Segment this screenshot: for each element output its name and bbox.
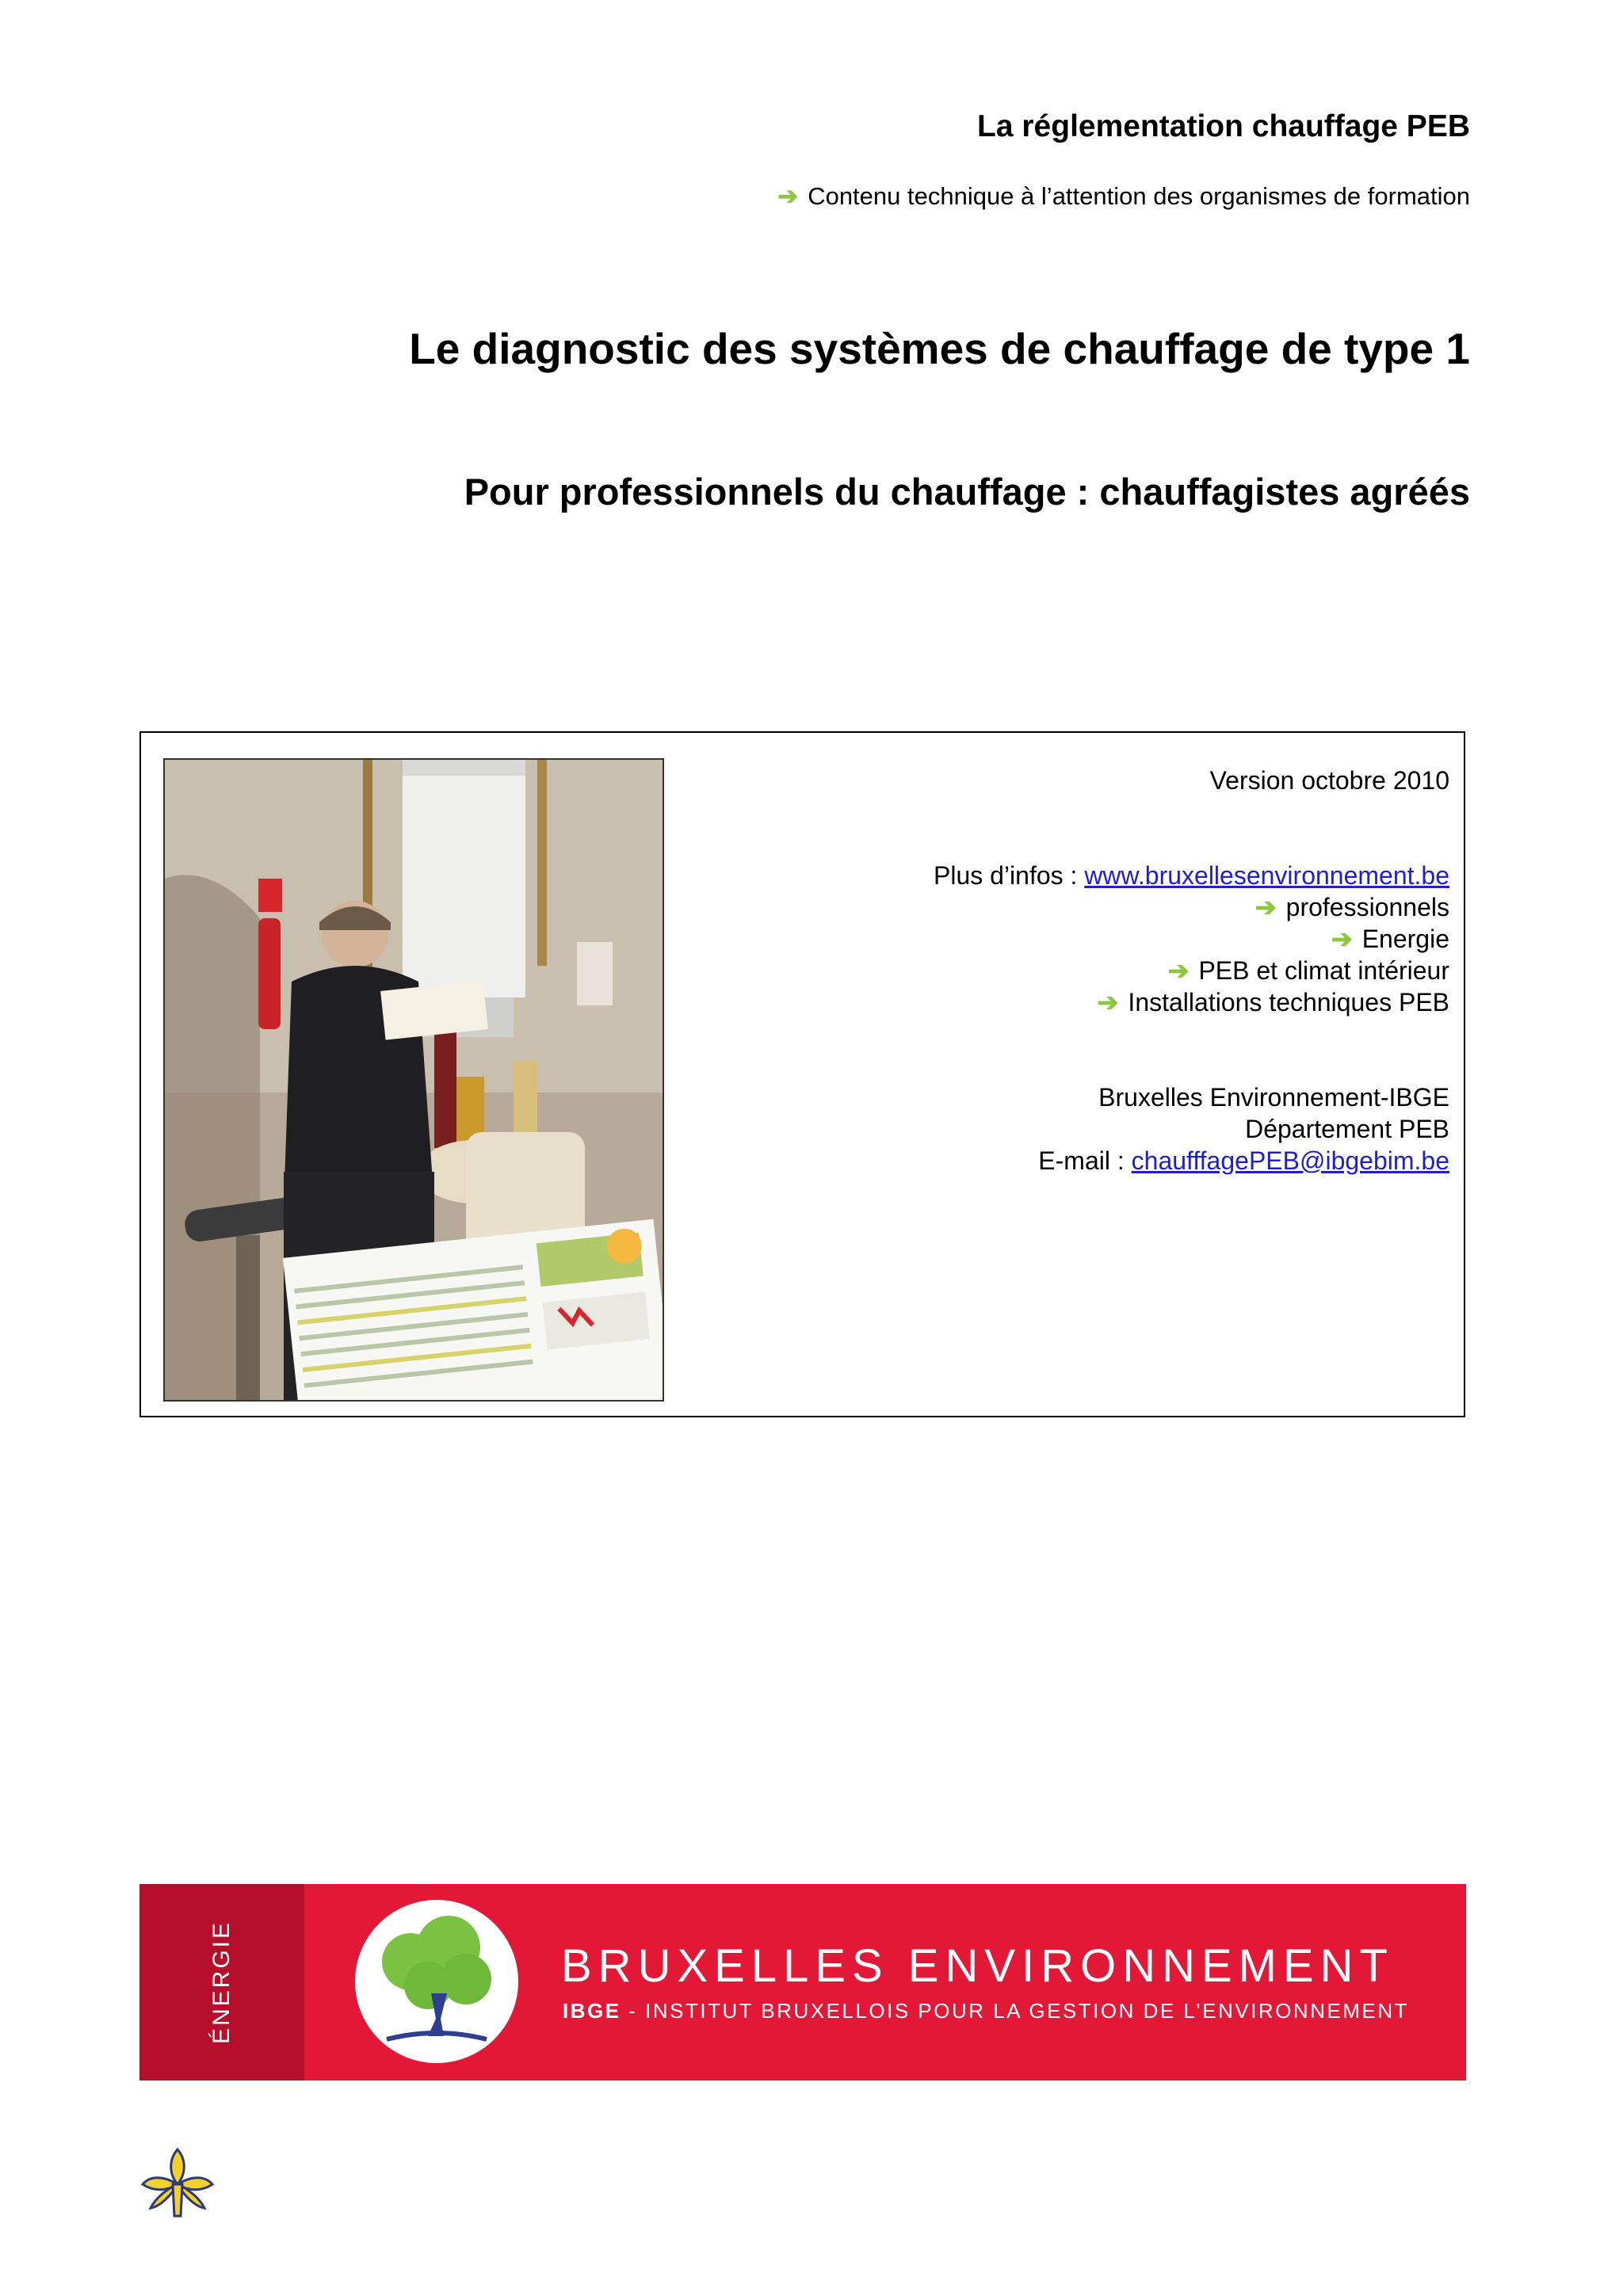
nav-item-label: Energie — [1361, 925, 1449, 953]
iris-logo — [136, 2143, 219, 2225]
contact-info — [934, 765, 1449, 1177]
banner-tag-prefix: IBGE — [563, 1999, 621, 2023]
nav-item-label: Installations techniques PEB — [1128, 988, 1449, 1016]
nav-item-label: professionnels — [1285, 893, 1449, 921]
nav-item-label: PEB et climat intérieur — [1198, 956, 1449, 985]
banner-side-label: ÉNERGIE — [208, 1920, 235, 2045]
banner-side-panel — [139, 1884, 304, 2081]
banner-tagline — [563, 1999, 1409, 2023]
department-name: Département PEB — [1245, 1115, 1449, 1143]
header-subtitle-line — [777, 182, 1470, 211]
banner-tag-rest: - INSTITUT BRUXELLOIS POUR LA GESTION DE L’ENVIRONNEMENT — [621, 1999, 1409, 2023]
right-arrow-icon: ➔ — [1167, 956, 1190, 985]
email-link[interactable]: chaufffagePEB@ibgebim.be — [1131, 1146, 1449, 1175]
bruxelles-environnement-banner — [139, 1884, 1466, 2081]
tree-logo — [355, 1900, 518, 2063]
page-title: Le diagnostic des systèmes de chauffage de type 1 — [409, 324, 1470, 373]
more-info-label: Plus d’infos : — [934, 861, 1085, 890]
page-subtitle: Pour professionnels du chauffage : chauffagistes agréés — [464, 471, 1470, 513]
banner-org-name: BRUXELLES ENVIRONNEMENT — [561, 1940, 1394, 1992]
org-name: Bruxelles Environnement-IBGE — [1098, 1083, 1449, 1112]
header-title: La réglementation chauffage PEB — [977, 109, 1470, 143]
right-arrow-icon: ➔ — [1097, 988, 1119, 1016]
boiler-inspection-photo — [163, 758, 664, 1402]
header-subtitle: Contenu technique à l’attention des organismes de formation — [808, 182, 1470, 210]
right-arrow-icon: ➔ — [777, 182, 799, 210]
right-arrow-icon: ➔ — [1331, 925, 1353, 953]
nav-item-energie — [934, 923, 1449, 955]
version-text: Version octobre 2010 — [1209, 766, 1449, 795]
nav-item-installations — [934, 986, 1449, 1018]
website-link[interactable]: www.bruxellesenvironnement.be — [1084, 861, 1449, 890]
nav-item-peb-climat — [934, 955, 1449, 986]
info-box — [139, 731, 1465, 1417]
nav-item-professionnels — [934, 891, 1449, 923]
more-info-line — [934, 860, 1449, 891]
right-arrow-icon: ➔ — [1254, 893, 1277, 921]
email-line — [934, 1145, 1449, 1177]
email-label: E-mail : — [1038, 1146, 1132, 1175]
